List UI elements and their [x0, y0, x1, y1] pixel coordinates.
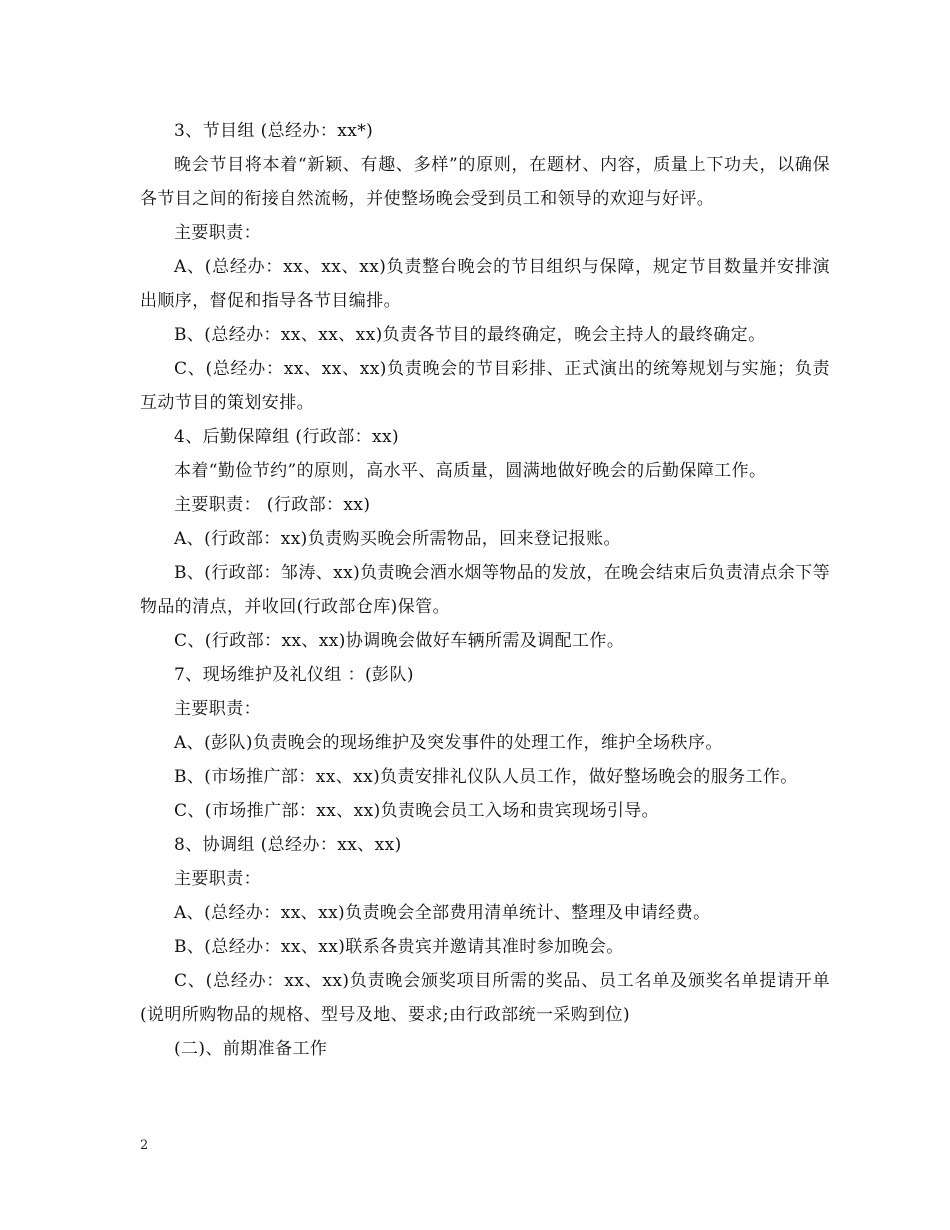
paragraph: A、(彭队)负责晚会的现场维护及突发事件的处理工作，维护全场秩序。: [174, 733, 723, 753]
paragraph: 主要职责：: [174, 869, 261, 889]
paragraph: C、(总经办：xx、xx)负责晚会颁奖项目所需的奖品、员工名单及颁奖名单提请开单(说明所购物品的规格、型号及地、要求;由行政部统一采购到位): [140, 971, 830, 1025]
document-body: [140, 114, 830, 1066]
paragraph: 本着“勤俭节约”的原则，高水平、高质量，圆满地做好晚会的后勤保障工作。: [174, 461, 767, 481]
paragraph: 晚会节目将本着“新颖、有趣、多样”的原则，在题材、内容，质量上下功夫，以确保各节目之间的衔接自然流畅，并使整场晚会受到员工和领导的欢迎与好评。: [140, 155, 830, 209]
paragraph: 3、节目组 (总经办：xx*): [174, 121, 374, 141]
paragraph: (二)、前期准备工作: [174, 1039, 328, 1059]
paragraph: 主要职责：: [174, 699, 261, 719]
paragraph: B、(总经办：xx、xx)联系各贵宾并邀请其准时参加晚会。: [174, 937, 624, 957]
paragraph: A、(总经办：xx、xx、xx)负责整台晚会的节目组织与保障，规定节目数量并安排演出顺序，督促和指导各节目编排。: [140, 257, 830, 311]
paragraph: A、(行政部：xx)负责购买晚会所需物品，回来登记报账。: [174, 529, 621, 549]
paragraph: B、(行政部：邹涛、xx)负责晚会酒水烟等物品的发放，在晚会结束后负责清点余下等物品的清点，并收回(行政部仓库)保管。: [140, 563, 830, 617]
paragraph: 主要职责：: [174, 223, 261, 243]
paragraph: C、(行政部：xx、xx)协调晚会做好车辆所需及调配工作。: [174, 631, 625, 651]
paragraph: 主要职责： (行政部：xx): [174, 495, 371, 515]
paragraph: B、(总经办：xx、xx、xx)负责各节目的最终确定，晚会主持人的最终确定。: [174, 325, 766, 345]
paragraph: B、(市场推广部：xx、xx)负责安排礼仪队人员工作，做好整场晚会的服务工作。: [174, 767, 798, 787]
paragraph: 7、现场维护及礼仪组 ：(彭队): [174, 665, 414, 685]
paragraph: C、(总经办：xx、xx、xx)负责晚会的节目彩排、正式演出的统筹规划与实施；负责互动节目的策划安排。: [140, 359, 830, 413]
page-number: 2: [140, 1138, 149, 1153]
paragraph: A、(总经办：xx、xx)负责晚会全部费用清单统计、整理及申请经费。: [174, 903, 711, 923]
paragraph: C、(市场推广部：xx、xx)负责晚会员工入场和贵宾现场引导。: [174, 801, 660, 821]
paragraph: 4、后勤保障组 (行政部：xx): [174, 427, 400, 447]
paragraph: 8、协调组 (总经办：xx、xx): [174, 835, 402, 855]
